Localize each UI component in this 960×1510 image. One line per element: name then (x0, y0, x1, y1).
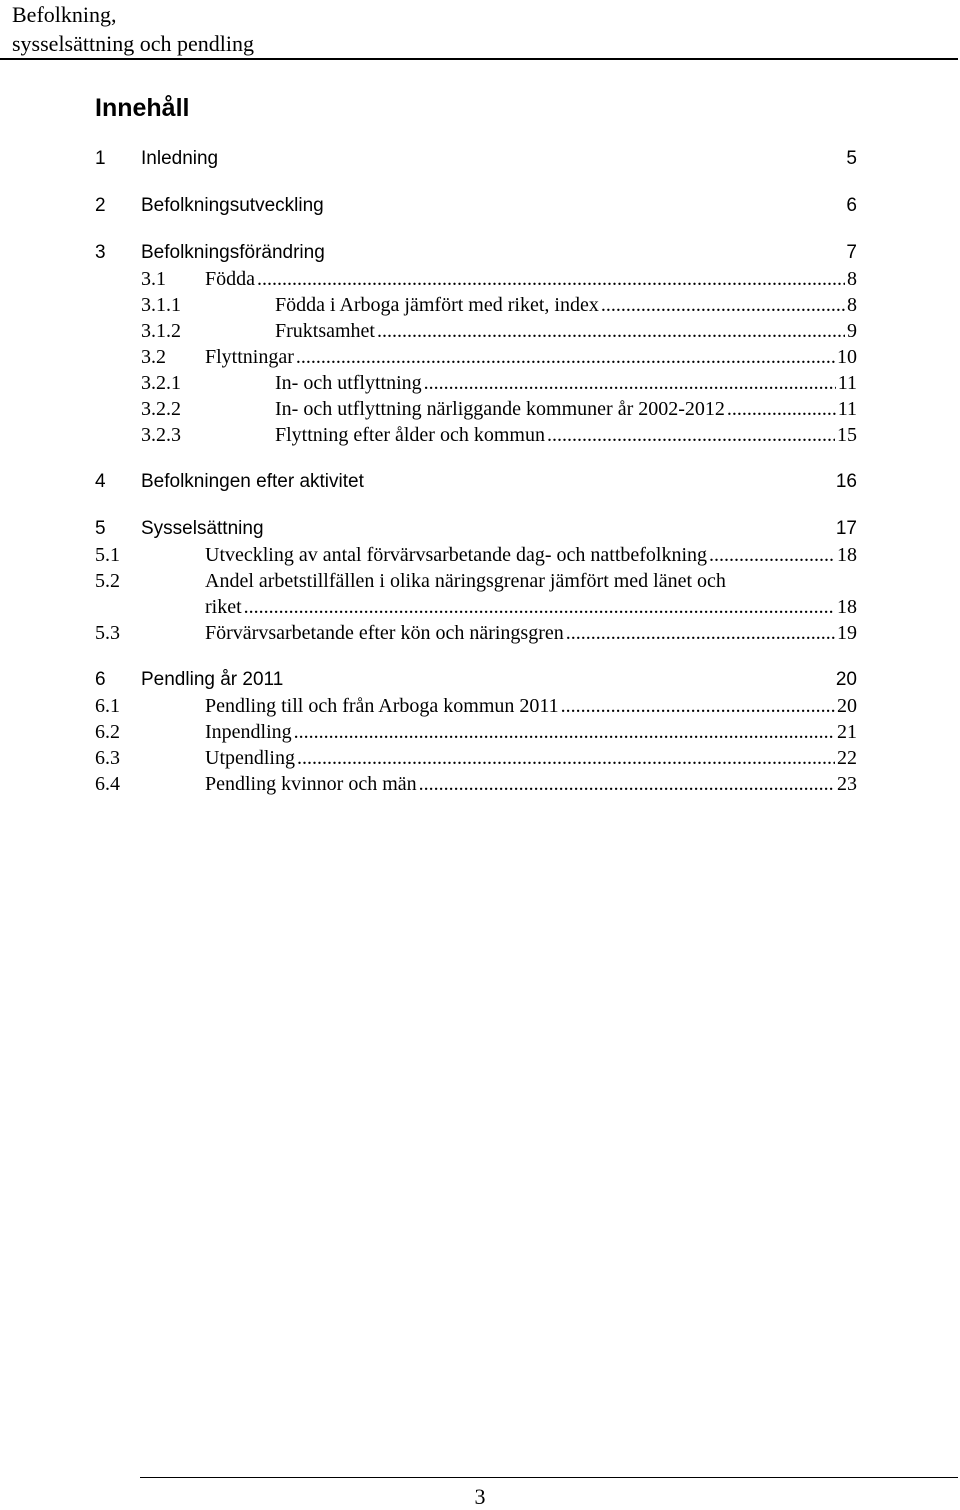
toc-num: 5.1 (95, 544, 120, 566)
toc-page: 9 (847, 320, 857, 342)
toc-label: Födda (205, 268, 255, 290)
header-line-1: Befolkning, (12, 2, 117, 27)
toc-leader (244, 594, 835, 620)
toc-page: 16 (835, 471, 857, 492)
toc-num: 3.1.1 (141, 294, 181, 316)
toc-label: Flyttningar (205, 346, 294, 368)
toc-leader (566, 620, 835, 646)
toc-page: 8 (847, 294, 857, 316)
toc-num: 3.2.3 (141, 424, 181, 446)
toc-chapter-3[interactable] (95, 240, 857, 266)
toc-section-3-2-1[interactable] (95, 370, 857, 396)
toc-chapter-5[interactable] (95, 516, 857, 542)
toc-section-3-2-2[interactable] (95, 396, 857, 422)
toc-chapter-2[interactable] (95, 193, 857, 219)
header-line-2: sysselsättning och pendling (12, 31, 254, 56)
toc-page: 19 (837, 622, 857, 644)
toc-num: 3 (95, 242, 106, 263)
toc-label: Pendling till och från Arboga kommun 2011 (205, 695, 559, 717)
footer-rule (140, 1477, 958, 1478)
toc-leader (709, 542, 835, 568)
toc-num: 2 (95, 195, 106, 216)
toc-page: 23 (837, 773, 857, 795)
toc-page: 11 (837, 372, 857, 394)
toc-section-6-3[interactable] (95, 745, 857, 771)
toc-leader (257, 266, 845, 292)
toc-page: 17 (835, 518, 857, 539)
toc-section-6-4[interactable] (95, 771, 857, 797)
toc-page: 6 (846, 195, 857, 216)
toc-chapter-6[interactable] (95, 667, 857, 693)
toc-leader (296, 344, 835, 370)
toc-title: Innehåll (95, 94, 190, 122)
toc-num: 4 (95, 471, 106, 492)
toc-leader (294, 719, 835, 745)
toc-page: 22 (837, 747, 857, 769)
toc-label: Pendling kvinnor och män (205, 773, 417, 795)
toc-num: 6.2 (95, 721, 120, 743)
toc-page: 18 (837, 544, 857, 566)
toc-page: 18 (837, 596, 857, 618)
toc-label: Pendling år 2011 (141, 669, 284, 690)
toc-page: 21 (837, 721, 857, 743)
toc-label: Flyttning efter ålder och kommun (275, 424, 545, 446)
page-number: 3 (474, 1484, 486, 1509)
toc-leader (377, 318, 845, 344)
toc-section-6-1[interactable] (95, 693, 857, 719)
toc-label: Befolkningen efter aktivitet (141, 471, 364, 492)
toc-section-5-3[interactable] (95, 620, 857, 646)
toc-section-5-2-continued[interactable] (95, 594, 857, 620)
toc-num: 3.1.2 (141, 320, 181, 342)
toc-label-line-1: Andel arbetstillfällen i olika näringsgrenar jämfört med länet och (205, 570, 726, 592)
toc-page: 5 (846, 148, 857, 169)
toc-leader (727, 396, 836, 422)
toc-section-3-1-1[interactable] (95, 292, 857, 318)
toc-label: In- och utflyttning (275, 372, 422, 394)
toc-label: Befolkningsförändring (141, 242, 325, 263)
toc-page: 20 (835, 669, 857, 690)
toc-label: Förvärvsarbetande efter kön och näringsgren (205, 622, 564, 644)
toc-section-5-1[interactable] (95, 542, 857, 568)
toc-num: 1 (95, 148, 106, 169)
table-of-contents (95, 146, 857, 797)
toc-page: 20 (837, 695, 857, 717)
toc-label: Sysselsättning (141, 518, 264, 539)
toc-num: 3.2.2 (141, 398, 181, 420)
toc-page: 8 (847, 268, 857, 290)
toc-num: 5 (95, 518, 106, 539)
toc-label: Inledning (141, 148, 219, 169)
toc-leader (297, 745, 835, 771)
toc-section-3-1-2[interactable] (95, 318, 857, 344)
toc-leader (601, 292, 845, 318)
toc-page: 11 (837, 398, 857, 420)
toc-label-line-2: riket (205, 596, 242, 618)
toc-section-5-2[interactable] (95, 568, 857, 594)
toc-label: Befolkningsutveckling (141, 195, 324, 216)
toc-page: 10 (837, 346, 857, 368)
toc-num: 6.1 (95, 695, 120, 717)
toc-section-3-2[interactable] (95, 344, 857, 370)
toc-label: Utveckling av antal förvärvsarbetande dag- och nattbefolkning (205, 544, 708, 566)
header-rule (0, 58, 958, 60)
toc-label: Inpendling (205, 721, 292, 743)
toc-num: 6.4 (95, 773, 120, 795)
toc-section-3-1[interactable] (95, 266, 857, 292)
toc-num: 3.2 (141, 346, 166, 368)
toc-leader (547, 422, 835, 448)
toc-label: Födda i Arboga jämfört med riket, index (275, 294, 599, 316)
toc-num: 6 (95, 669, 106, 690)
toc-leader (424, 370, 836, 396)
toc-page: 7 (846, 242, 857, 263)
toc-num: 5.3 (95, 622, 120, 644)
toc-num: 6.3 (95, 747, 120, 769)
toc-label: Utpendling (205, 747, 295, 769)
toc-page: 15 (837, 424, 857, 446)
toc-section-6-2[interactable] (95, 719, 857, 745)
toc-num: 3.1 (141, 268, 166, 290)
toc-leader (561, 693, 835, 719)
toc-num: 5.2 (95, 570, 120, 592)
toc-label: In- och utflyttning närliggande kommuner år 2002-2012 (275, 398, 725, 420)
toc-chapter-1[interactable] (95, 146, 857, 172)
toc-label: Fruktsamhet (275, 320, 375, 342)
toc-section-3-2-3[interactable] (95, 422, 857, 448)
toc-chapter-4[interactable] (95, 469, 857, 495)
toc-leader (419, 771, 835, 797)
toc-num: 3.2.1 (141, 372, 181, 394)
running-header (12, 0, 254, 58)
